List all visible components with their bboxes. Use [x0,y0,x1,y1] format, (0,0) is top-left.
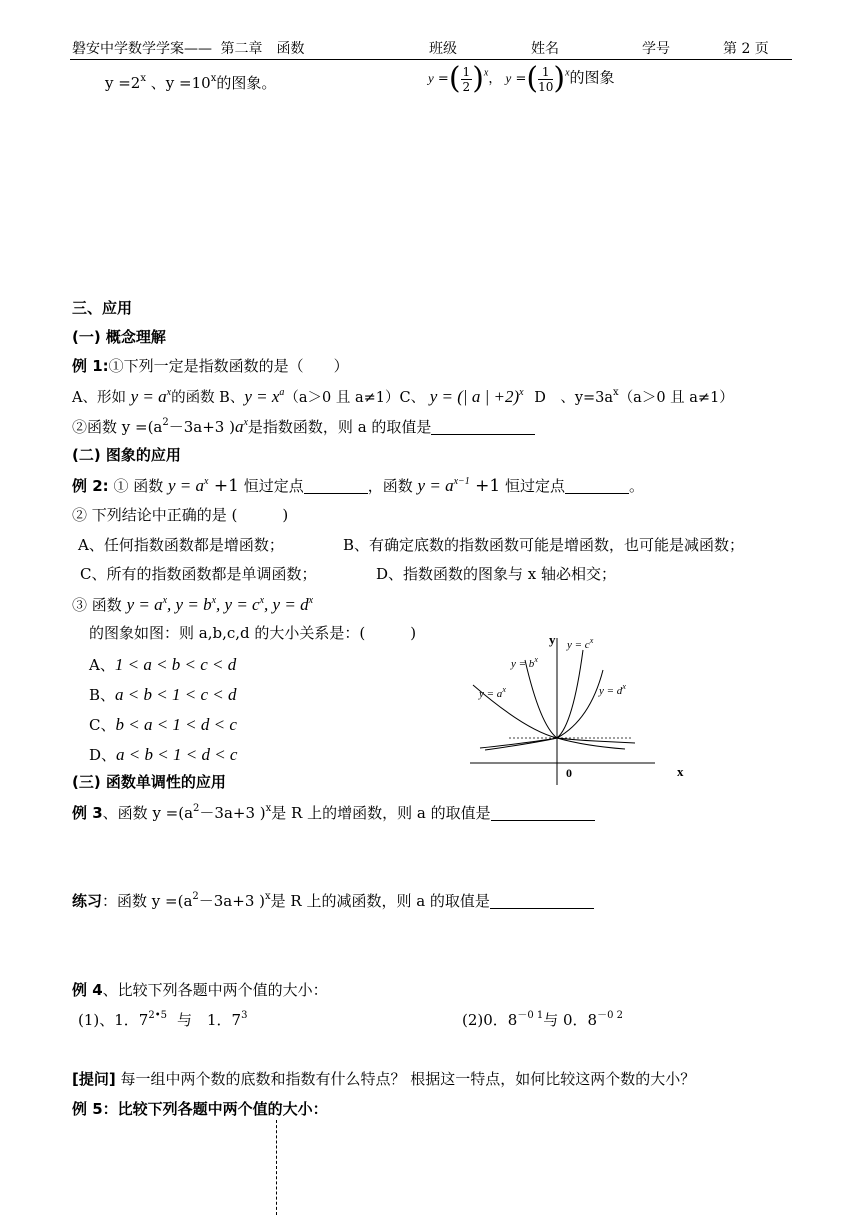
fraction-half [461,65,473,94]
ex4-p2-b: 与 0．8 [543,1011,598,1029]
ex4-q: 、比较下列各题中两个值的大小： [102,981,328,999]
ex2-q3-sup2: x [211,595,217,606]
ex1-q2-sup: 2 [162,417,169,428]
ex1-q2-b: －3a+3 ) [168,418,235,436]
ex4-p1-sup1: 2•5 [148,1010,167,1021]
left-sup-b: x [210,73,217,84]
ex1-opt-b-math: y = x [244,387,280,406]
ex3-b: －3a+3 ) [199,804,266,822]
ex2-q1-a: ① 函数 [113,477,164,495]
label-a-sup: x [502,685,506,694]
ex1-opt-c-sup: x [519,387,524,398]
paren-open-2: ( [526,61,539,96]
ex2-question-3 [72,596,313,613]
ex2-label: 例 2: [72,477,109,495]
ex2-q3-option-c [89,716,237,734]
ex1-opt-c-math: y = (| a | +2) [429,387,520,406]
ex2-q3-opt-b-label: B、 [89,686,116,704]
graph-task-right [428,61,615,96]
ex1-opt-a-math: y = a [130,387,167,406]
ex2-q3-opt-a-label: A、 [89,656,115,674]
axis-x-label: x [677,764,684,779]
ex2-q3-option-a [89,656,236,674]
left-text-a: y =2 [105,74,141,92]
label-d [598,682,626,697]
paren-open-1: ( [448,61,461,96]
ex5-question: 例 5：比较下列各题中两个值的大小： [72,1100,328,1118]
ex2-q2-option-b: B、有确定底数的指数函数可能是增函数，也可能是减函数； [343,536,745,554]
frac-num-1: 1 [462,64,471,79]
label-a-text: y = a [479,688,503,700]
right-y2: y [505,70,512,86]
practice-sup2: x [264,891,271,902]
ex3-question [72,803,595,822]
frac-num-2: 1 [538,65,553,80]
ex1-opt-a-sup: x [166,387,172,398]
ex2-q3-math1: y = a [126,595,163,614]
right-sup-2: x [565,67,570,79]
section-title: 三、应用 [72,299,133,317]
ex4-p2-a: (2)0．8 [462,1011,518,1029]
exponential-graph-figure [465,630,705,790]
ex1-question-2 [72,418,535,435]
ex4-p1-sup2: 3 [241,1010,248,1021]
ex2-q1-b: 恒过定点 [238,477,304,495]
ex4-label: 例 4 [72,981,103,999]
ex2-q3-math2: , y = b [167,595,212,614]
header-rule [70,59,792,60]
ex3-a: 、函数 y =(a [102,804,194,822]
ex4-p2-sup1: －0 1 [517,1010,544,1021]
ex2-q1-math1: y = a [168,476,205,495]
practice-c: 是 R 上的减函数，则 a 的取值是 [270,892,490,910]
ex2-q3-opt-c-math: b < a < 1 < d < c [115,715,237,734]
ex1-opt-d-tail: （a＞0 且 a≠1） [618,390,734,406]
ex2-q3-prompt: 的图象如图：则 a,b,c,d 的大小关系是：( ) [89,624,417,642]
axis-y-label: y [549,632,556,647]
label-c-sup: x [589,636,594,645]
ex2-q2-option-c: C、所有的指数函数都是单调函数； [80,565,317,583]
ex1-q: ①下列一定是指数函数的是（ ） [108,357,349,375]
label-c-text: y = c [567,639,590,651]
ex2-q1-e: 。 [629,477,645,495]
practice-question [72,891,594,910]
origin-label: 0 [566,766,572,780]
ex2-q1-sup2: x−1 [453,476,470,487]
header-class-label: 班级 [429,41,457,57]
left-sup-a: x [140,73,146,84]
ex1-question [72,359,349,374]
practice-sup: 2 [192,891,199,902]
ex1-opt-a-tail: 的函数 B、 [171,390,245,406]
ex2-q3-option-d [89,746,237,764]
ex2-q3-option-b [89,686,236,704]
ex2-q3-sup4: x [308,595,314,606]
ex2-q1-c: ，函数 [367,477,413,495]
ex2-q3-math3: , y = c [216,595,260,614]
tiwen-line [72,1072,695,1087]
vertical-dashed-divider [276,1120,277,1215]
sub-heading-2: (二) 图象的应用 [72,446,181,464]
ex2-q3-math4: , y = d [264,595,309,614]
ex1-q2-c: 是指数函数，则 a 的取值是 [247,418,432,436]
ex4-question [72,983,328,998]
ex1-opt-a: A、形如 [72,390,126,406]
paren-close-1: ) [472,61,484,96]
header-school [72,42,304,56]
right-eq1: = [437,71,449,87]
ex2-q3-sup3: x [259,595,265,606]
ex1-opt-b-tail: （a＞0 且 a≠1）C、 [284,390,426,406]
header-chapter: 第二章 函数 [220,41,305,57]
sub-heading-1: (一) 概念理解 [72,328,166,346]
ex2-q2-option-a: A、任何指数函数都是增函数； [78,536,284,554]
header-name-label: 姓名 [531,41,559,57]
ex2-q3-opt-a-math: 1 < a < b < c < d [114,655,237,674]
ex2-fixed-point-blank-1[interactable] [304,479,368,494]
ex4-p1-b: 与 1．7 [176,1011,242,1029]
ex2-q1-math1b: +1 [208,476,239,496]
label-d-text: y = d [599,685,623,697]
header-id-label: 学号 [642,41,670,57]
ex2-q3-opt-c-label: C、 [89,716,116,734]
label-c [566,636,594,651]
ex3-sup2: x [265,803,272,814]
ex3-answer-blank[interactable] [491,806,595,821]
ex2-q1-sup1: x [204,476,209,487]
ex2-q1-d: 恒过定点 [500,477,566,495]
sub-heading-3: (三) 函数单调性的应用 [72,773,226,791]
graph-task-left [105,73,277,92]
label-d-sup: x [622,682,626,691]
ex1-opt-d: D 、y=3a [534,390,614,406]
ex1-options [72,388,734,406]
tiwen-text: 每一组中两个数的底数和指数有什么特点？ 根据这一特点，如何比较这两个数的大小？ [120,1070,696,1088]
label-b [510,655,538,670]
ex2-q2-option-d: D、指数函数的图象与 x 轴必相交； [376,565,617,583]
left-text-c: 的图象。 [216,74,277,92]
ex2-question-2: ② 下列结论中正确的是 ( ) [72,506,289,524]
right-tail: 的图象 [569,68,615,87]
ex1-label: 例 1: [72,357,109,375]
label-b-text: y = b [511,658,535,670]
ex3-label: 例 3 [72,804,103,822]
curve-d [480,670,603,748]
curve-b [525,660,625,749]
ex1-opt-d-sup: x [613,387,619,398]
ex2-q1-math2b: +1 [469,476,501,496]
right-eq2: = [515,71,527,87]
ex2-q3-sup1: x [162,595,168,606]
ex2-q1-math2: y = a [417,476,454,495]
label-a [478,685,506,700]
paren-close-2: ) [553,61,566,96]
header-school-text: 磐安中学数学学案—— [72,41,212,57]
ex1-q2-math: a [234,417,244,436]
practice-a: ：函数 y =(a [102,892,193,910]
frac-den-1: 2 [462,79,471,94]
ex3-sup: 2 [193,803,200,814]
ex4-part-1 [78,1010,248,1029]
fraction-tenth [538,65,553,94]
label-b-sup: x [534,655,538,664]
ex4-part-2 [462,1010,624,1029]
ex2-question-1 [72,477,644,495]
right-sup-1: x [483,67,489,79]
ex1-answer-blank[interactable] [431,420,535,435]
ex2-q3-a: ③ 函数 [72,596,122,614]
frac-den-2: 10 [538,79,554,94]
header-page-label: 第 2 页 [723,41,769,57]
practice-label: 练习 [72,892,103,910]
ex2-fixed-point-blank-2[interactable] [565,479,629,494]
ex3-c: 是 R 上的增函数，则 a 的取值是 [271,804,491,822]
ex1-q2-a: ②函数 y =(a [72,418,163,436]
ex2-q3-opt-d-label: D、 [89,746,117,764]
right-sep: ， [488,71,502,87]
ex4-p2-sup2: －0 2 [597,1010,624,1021]
practice-answer-blank[interactable] [490,894,594,909]
ex1-opt-b-sup: a [279,387,285,398]
ex2-q3-opt-b-math: a < b < 1 < c < d [115,685,237,704]
left-text-b: 、y =10 [150,74,211,92]
right-y1: y [428,70,434,86]
practice-b: －3a+3 ) [198,892,265,910]
ex1-q2-sup2: x [243,417,248,428]
tiwen-label: [提问] [72,1070,116,1088]
ex2-q3-opt-d-math: a < b < 1 < d < c [116,745,238,764]
ex4-p1-a: (1)、1．7 [78,1011,149,1029]
